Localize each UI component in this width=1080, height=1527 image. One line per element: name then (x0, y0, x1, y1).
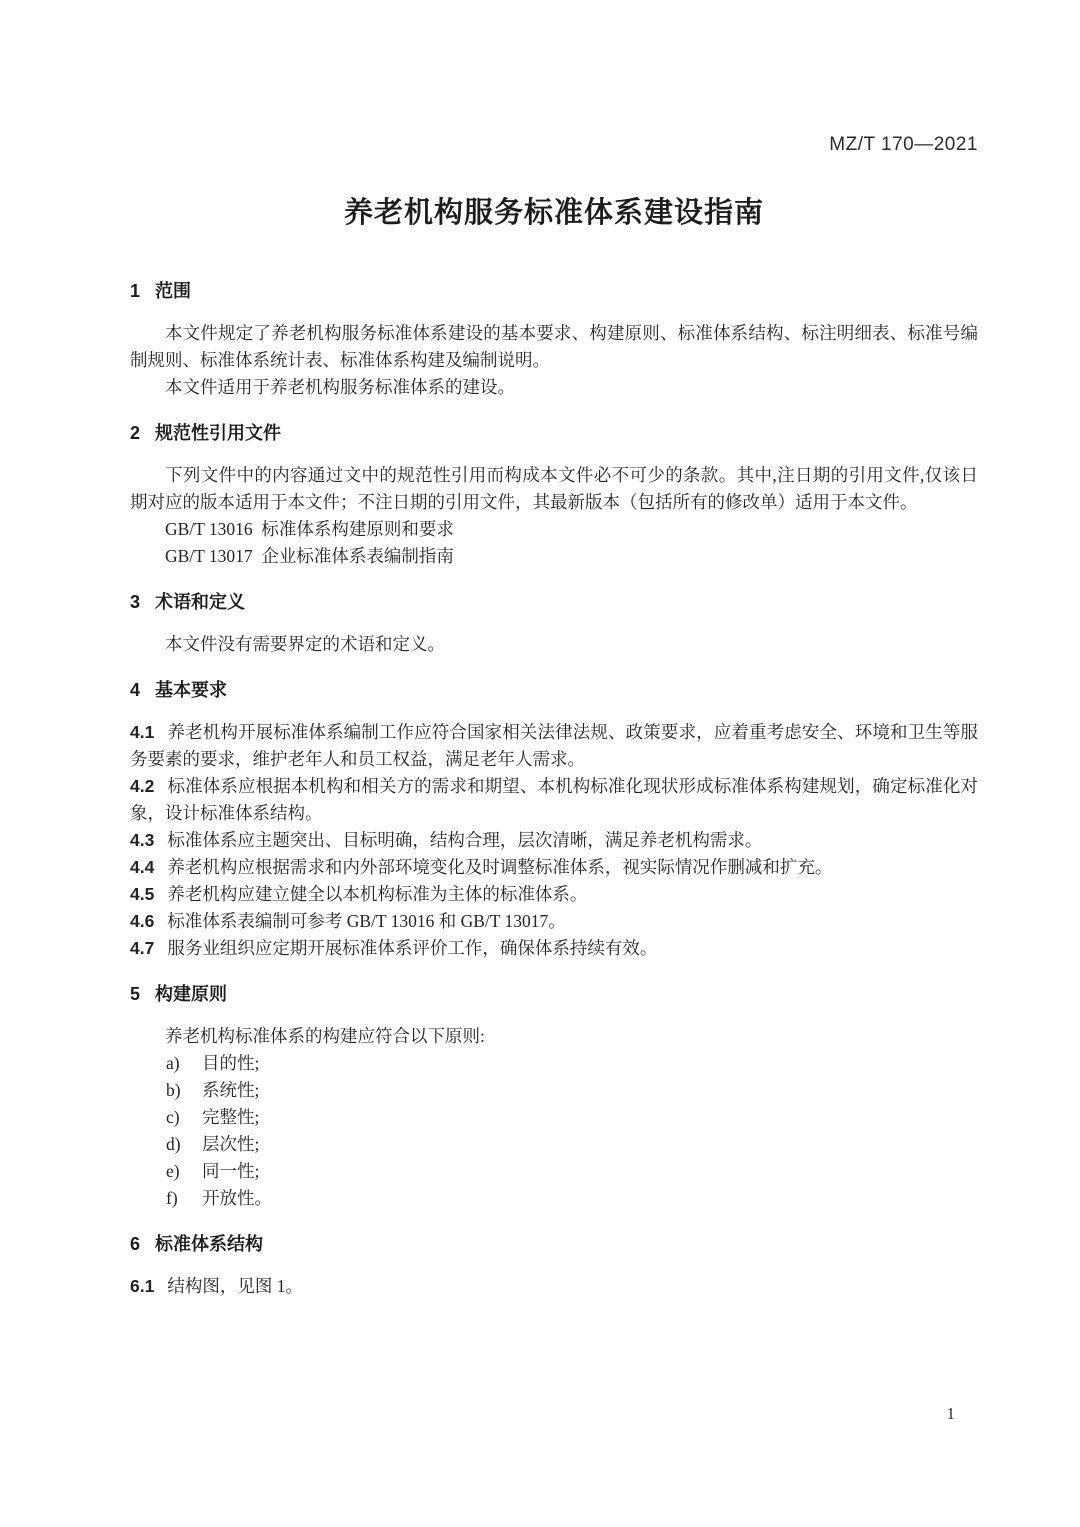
clause-text: 标准体系表编制可参考 GB/T 13016 和 GB/T 13017。 (167, 911, 566, 931)
clause (130, 908, 978, 935)
section-heading (130, 420, 978, 447)
clause-number: 4.2 (130, 776, 155, 796)
reference-item: GB/T 13016 标准体系构建原则和要求 (165, 519, 454, 539)
section-heading (130, 589, 978, 616)
section-scope (130, 278, 978, 401)
list-item (130, 1077, 978, 1104)
list-item-text: 目的性; (202, 1053, 260, 1073)
clause-text: 服务业组织应定期开展标准体系评价工作，确保体系持续有效。 (167, 938, 658, 958)
clause-number: 4.4 (130, 857, 155, 877)
list-item-label: d) (166, 1134, 181, 1154)
clause-text: 养老机构应建立健全以本机构标准为主体的标准体系。 (167, 884, 588, 904)
paragraph: 下列文件中的内容通过文中的规范性引用而构成本文件必不可少的条款。其中,注日期的引用文件,仅该日期对应的版本适用于本文件；不注日期的引用文件，其最新版本（包括所有的修改单）适用于本文件。 (130, 465, 978, 512)
paragraph: 养老机构标准体系的构建应符合以下原则: (165, 1026, 485, 1046)
clause-number: 4.1 (130, 722, 155, 742)
doc-number: MZ/T 170—2021 (829, 134, 978, 155)
clause-text: 养老机构开展标准体系编制工作应符合国家相关法律法规、政策要求，应着重考虑安全、环境和卫生等服务要素的要求，维护老年人和员工权益，满足老年人需求。 (130, 722, 978, 769)
paragraph: 本文件规定了养老机构服务标准体系建设的基本要求、构建原则、标准体系结构、标注明细表、标准号编制规则、标准体系统计表、标准体系构建及编制说明。 (130, 323, 978, 370)
section-body (130, 719, 978, 962)
list-item (130, 1185, 978, 1212)
section-normative-references (130, 420, 978, 570)
section-title: 规范性引用文件 (155, 423, 282, 443)
section-title: 构建原则 (155, 984, 228, 1004)
list-item-text: 系统性; (202, 1080, 260, 1100)
list-item-label: a) (166, 1053, 180, 1073)
clause-text: 标准体系应根据本机构和相关方的需求和期望、本机构标准化现状形成标准体系构建规划，确定标准化对象，设计标准体系结构。 (130, 776, 978, 823)
section-body (130, 1023, 978, 1212)
section-terms-definitions (130, 589, 978, 658)
clause (130, 719, 978, 773)
clause (130, 827, 978, 854)
clause (130, 773, 978, 827)
clause (130, 881, 978, 908)
list-item-text: 完整性; (202, 1107, 260, 1127)
clause (130, 935, 978, 962)
page-number: 1 (946, 1404, 955, 1423)
list-item (130, 1050, 978, 1077)
list-item (130, 1131, 978, 1158)
list-item-label: f) (166, 1188, 178, 1208)
list-item-text: 层次性; (202, 1134, 260, 1154)
section-construction-principles (130, 981, 978, 1212)
section-heading (130, 981, 978, 1008)
section-heading (130, 677, 978, 704)
section-number: 4 (130, 680, 141, 700)
section-title: 标准体系结构 (155, 1234, 264, 1254)
section-body (130, 631, 978, 658)
reference-item: GB/T 13017 企业标准体系表编制指南 (165, 546, 454, 566)
clause-text: 标准体系应主题突出、目标明确，结构合理，层次清晰，满足养老机构需求。 (167, 830, 763, 850)
section-number: 2 (130, 423, 141, 443)
section-title: 基本要求 (155, 680, 228, 700)
clause-number: 4.5 (130, 884, 155, 904)
section-standard-system-structure (130, 1231, 978, 1300)
section-number: 1 (130, 281, 141, 301)
section-number: 3 (130, 592, 141, 612)
list-item-label: e) (166, 1161, 180, 1181)
document-title: 养老机构服务标准体系建设指南 (343, 197, 764, 229)
list-item (130, 1158, 978, 1185)
section-number: 6 (130, 1234, 141, 1254)
clause-number: 6.1 (130, 1276, 155, 1296)
clause-number: 4.3 (130, 830, 155, 850)
list-item (130, 1104, 978, 1131)
section-title: 范围 (155, 281, 192, 301)
list-item-label: b) (166, 1080, 181, 1100)
section-body (130, 1273, 978, 1300)
list-item-text: 同一性; (202, 1161, 260, 1181)
list-item-text: 开放性。 (202, 1188, 272, 1208)
clause (130, 1273, 978, 1300)
section-body (130, 320, 978, 401)
clause-text: 结构图，见图 1。 (167, 1276, 303, 1296)
section-number: 5 (130, 984, 141, 1004)
list-item-label: c) (166, 1107, 180, 1127)
paragraph: 本文件没有需要界定的术语和定义。 (165, 634, 445, 654)
clause-number: 4.7 (130, 938, 155, 958)
section-heading (130, 1231, 978, 1258)
clause (130, 854, 978, 881)
section-title: 术语和定义 (155, 592, 246, 612)
clause-number: 4.6 (130, 911, 155, 931)
section-body (130, 462, 978, 570)
section-basic-requirements (130, 677, 978, 962)
clause-text: 养老机构应根据需求和内外部环境变化及时调整标准体系，视实际情况作删减和扩充。 (167, 857, 833, 877)
paragraph: 本文件适用于养老机构服务标准体系的建设。 (165, 377, 515, 397)
section-heading (130, 278, 978, 305)
